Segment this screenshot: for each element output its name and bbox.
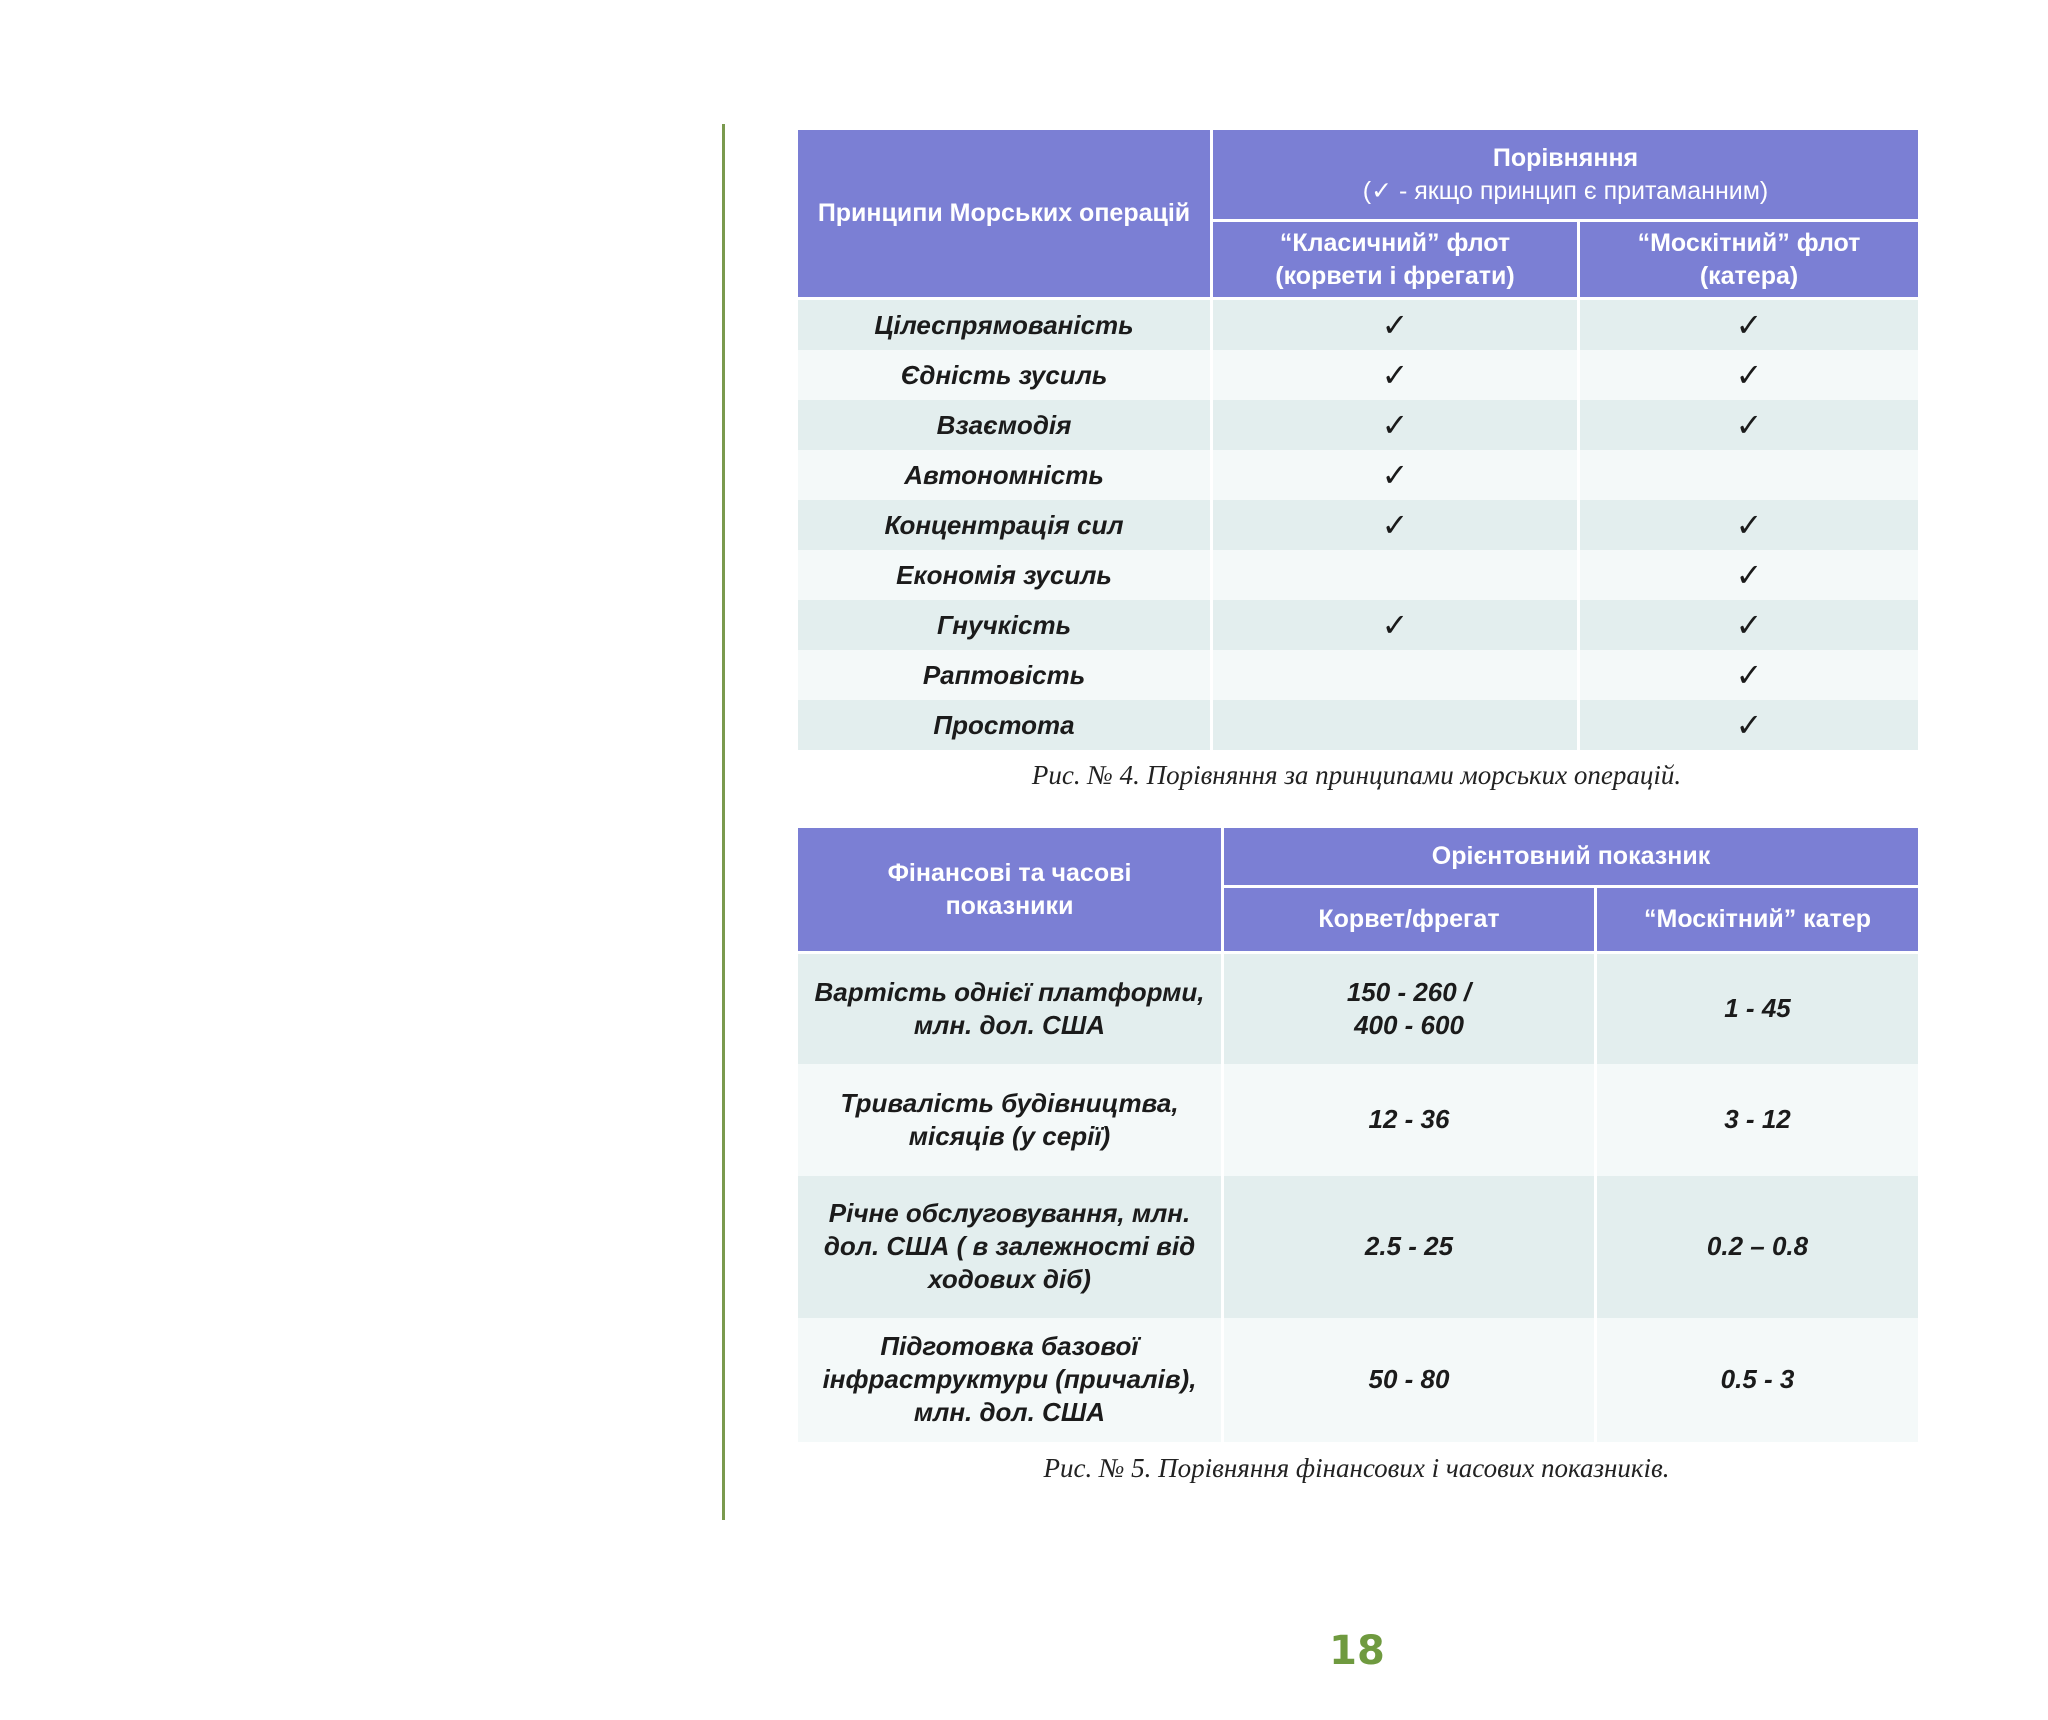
check-mark: ✓ — [1212, 600, 1579, 650]
table-row — [797, 450, 1920, 500]
header-classic-fleet: “Класичний” флот (корвети і фрегати) — [1212, 221, 1579, 299]
table-row — [797, 953, 1920, 1064]
principle-cell: Взаємодія — [797, 400, 1212, 450]
mosquito-value: 0.5 - 3 — [1596, 1318, 1920, 1442]
table-row — [797, 299, 1920, 351]
table-row — [797, 700, 1920, 750]
mosquito-value: 3 - 12 — [1596, 1064, 1920, 1176]
check-mark: ✓ — [1212, 500, 1579, 550]
mosquito-value: 0.2 – 0.8 — [1596, 1176, 1920, 1318]
indicator-cell: Підготовка базової інфраструктури (причалів), млн. дол. США — [797, 1318, 1223, 1442]
figure-caption-5: Рис. № 5. Порівняння фінансових і часових показників. — [1043, 1453, 1670, 1483]
corvette-value: 150 - 260 / 400 - 600 — [1223, 953, 1596, 1064]
check-mark — [1212, 650, 1579, 700]
figure-caption-4: Рис. № 4. Порівняння за принципами морських операцій. — [1031, 760, 1682, 790]
indicator-cell: Вартість однієї платформи, млн. дол. США — [797, 953, 1223, 1064]
check-mark: ✓ — [1579, 400, 1920, 450]
table-row — [797, 1318, 1920, 1442]
principle-cell: Єдність зусиль — [797, 350, 1212, 400]
corvette-value: 12 - 36 — [1223, 1064, 1596, 1176]
mosquito-value: 1 - 45 — [1596, 953, 1920, 1064]
header-principles: Принципи Морських операцій — [797, 129, 1212, 299]
principle-cell: Простота — [797, 700, 1212, 750]
check-mark: ✓ — [1579, 350, 1920, 400]
table-row — [797, 600, 1920, 650]
check-mark — [1212, 700, 1579, 750]
header-mosquito-boat: “Москітний” катер — [1596, 887, 1920, 953]
check-mark — [1212, 550, 1579, 600]
principles-comparison-table — [795, 127, 1918, 750]
table-row — [797, 400, 1920, 450]
corvette-value: 50 - 80 — [1223, 1318, 1596, 1442]
header-corvette: Корвет/фрегат — [1223, 887, 1596, 953]
financial-comparison-table — [795, 825, 1918, 1442]
page-number: 18 — [1329, 1628, 1385, 1674]
table-row — [797, 500, 1920, 550]
principle-cell: Цілеспрямованість — [797, 299, 1212, 351]
principle-cell: Раптовість — [797, 650, 1212, 700]
check-mark: ✓ — [1212, 450, 1579, 500]
indicator-cell: Тривалість будівництва, місяців (у серії) — [797, 1064, 1223, 1176]
check-mark: ✓ — [1579, 650, 1920, 700]
check-mark: ✓ — [1212, 400, 1579, 450]
principle-cell: Концентрація сил — [797, 500, 1212, 550]
margin-rule — [722, 124, 725, 1520]
principle-cell: Гнучкість — [797, 600, 1212, 650]
check-mark: ✓ — [1212, 299, 1579, 351]
indicator-cell: Річне обслуговування, млн. дол. США ( в залежності від ходових діб) — [797, 1176, 1223, 1318]
check-mark — [1579, 450, 1920, 500]
table-row — [797, 550, 1920, 600]
check-mark: ✓ — [1579, 600, 1920, 650]
table-row — [797, 1064, 1920, 1176]
check-mark: ✓ — [1212, 350, 1579, 400]
header-approx-indicator: Орієнтовний показник — [1223, 827, 1920, 887]
check-mark: ✓ — [1579, 700, 1920, 750]
principle-cell: Автономність — [797, 450, 1212, 500]
check-mark: ✓ — [1579, 550, 1920, 600]
table-row — [797, 1176, 1920, 1318]
table-row — [797, 650, 1920, 700]
header-indicators: Фінансові та часові показники — [797, 827, 1223, 953]
check-mark: ✓ — [1579, 500, 1920, 550]
check-mark: ✓ — [1579, 299, 1920, 351]
header-mosquito-fleet: “Москітний” флот (катера) — [1579, 221, 1920, 299]
corvette-value: 2.5 - 25 — [1223, 1176, 1596, 1318]
header-comparison: Порівняння (✓ - якщо принцип є притаманним) — [1212, 129, 1920, 221]
principle-cell: Економія зусиль — [797, 550, 1212, 600]
table-row — [797, 350, 1920, 400]
